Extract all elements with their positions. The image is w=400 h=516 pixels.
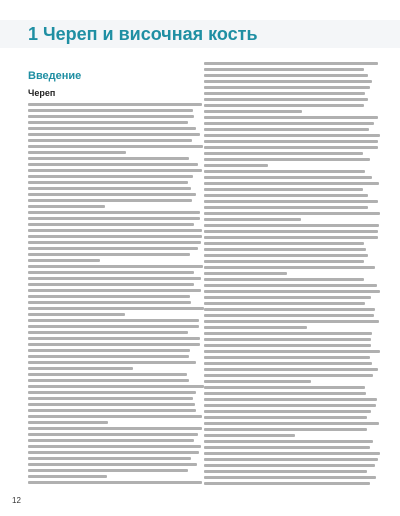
text-line bbox=[204, 440, 373, 443]
text-line bbox=[204, 404, 376, 407]
text-line bbox=[28, 373, 187, 376]
text-line bbox=[28, 445, 201, 448]
text-line bbox=[204, 200, 378, 203]
text-line bbox=[204, 452, 380, 455]
text-line bbox=[204, 284, 377, 287]
text-line bbox=[28, 463, 197, 466]
text-line bbox=[28, 241, 201, 244]
text-line bbox=[28, 439, 194, 442]
page-number: 12 bbox=[12, 496, 21, 505]
text-line bbox=[28, 415, 202, 418]
text-line bbox=[28, 223, 194, 226]
text-line bbox=[204, 146, 378, 149]
text-line bbox=[204, 374, 373, 377]
text-line bbox=[204, 422, 379, 425]
text-line bbox=[204, 482, 370, 485]
text-line bbox=[28, 121, 188, 124]
text-line bbox=[204, 176, 372, 179]
text-line bbox=[28, 403, 195, 406]
text-line bbox=[28, 115, 194, 118]
text-line bbox=[204, 272, 287, 275]
text-line bbox=[28, 235, 202, 238]
text-line bbox=[28, 361, 196, 364]
text-line bbox=[28, 343, 200, 346]
text-line bbox=[204, 338, 371, 341]
text-line bbox=[28, 283, 194, 286]
text-line bbox=[204, 158, 370, 161]
text-line bbox=[204, 458, 378, 461]
text-line bbox=[28, 391, 196, 394]
text-line bbox=[28, 133, 200, 136]
text-line bbox=[204, 194, 368, 197]
text-line bbox=[204, 410, 371, 413]
text-line bbox=[204, 68, 364, 71]
text-line bbox=[204, 320, 379, 323]
text-line bbox=[204, 242, 364, 245]
text-line bbox=[204, 368, 378, 371]
text-line bbox=[204, 386, 365, 389]
text-line bbox=[204, 248, 366, 251]
text-line bbox=[204, 134, 380, 137]
text-line bbox=[204, 218, 301, 221]
text-line bbox=[204, 356, 370, 359]
text-line bbox=[28, 451, 199, 454]
text-line bbox=[204, 476, 376, 479]
text-line bbox=[28, 475, 107, 478]
text-line bbox=[28, 103, 202, 106]
text-line bbox=[204, 140, 378, 143]
text-line bbox=[204, 464, 375, 467]
text-line bbox=[204, 128, 369, 131]
text-line bbox=[28, 163, 198, 166]
text-line bbox=[28, 199, 192, 202]
text-line bbox=[204, 254, 368, 257]
text-line bbox=[28, 109, 193, 112]
text-line bbox=[28, 421, 108, 424]
text-line bbox=[28, 175, 193, 178]
text-line bbox=[28, 145, 203, 148]
text-line bbox=[204, 362, 372, 365]
text-line bbox=[28, 259, 100, 262]
text-line bbox=[204, 434, 295, 437]
text-line bbox=[28, 187, 191, 190]
sub-heading: Череп bbox=[28, 88, 56, 98]
text-line bbox=[204, 92, 365, 95]
text-line bbox=[28, 217, 200, 220]
text-line bbox=[28, 367, 133, 370]
text-line bbox=[28, 253, 190, 256]
text-line bbox=[204, 278, 364, 281]
text-line bbox=[28, 313, 125, 316]
text-line bbox=[204, 314, 374, 317]
text-line bbox=[28, 289, 201, 292]
text-line bbox=[28, 349, 190, 352]
text-line bbox=[204, 266, 375, 269]
text-line bbox=[28, 469, 188, 472]
text-line bbox=[28, 397, 193, 400]
text-line bbox=[204, 152, 363, 155]
text-line bbox=[204, 74, 368, 77]
text-line bbox=[28, 277, 201, 280]
text-line bbox=[204, 398, 377, 401]
text-line bbox=[204, 170, 365, 173]
text-line bbox=[28, 247, 198, 250]
text-line bbox=[28, 193, 196, 196]
text-line bbox=[204, 470, 367, 473]
text-line bbox=[204, 344, 371, 347]
text-line bbox=[204, 164, 268, 167]
text-line bbox=[204, 302, 365, 305]
text-line bbox=[28, 319, 199, 322]
text-line bbox=[204, 98, 368, 101]
right-text-column bbox=[204, 62, 380, 491]
text-line bbox=[28, 169, 202, 172]
text-line bbox=[28, 427, 202, 430]
text-line bbox=[28, 265, 203, 268]
text-line bbox=[28, 409, 196, 412]
text-line bbox=[28, 385, 204, 388]
section-heading: Введение bbox=[28, 70, 82, 82]
text-line bbox=[204, 104, 364, 107]
text-line bbox=[204, 116, 378, 119]
text-line bbox=[28, 271, 194, 274]
text-line bbox=[204, 80, 372, 83]
text-line bbox=[204, 446, 370, 449]
text-line bbox=[204, 308, 375, 311]
text-line bbox=[204, 416, 367, 419]
text-line bbox=[204, 332, 372, 335]
text-line bbox=[204, 350, 380, 353]
text-line bbox=[204, 188, 363, 191]
text-line bbox=[28, 127, 196, 130]
text-line bbox=[204, 392, 366, 395]
text-line bbox=[28, 295, 190, 298]
text-line bbox=[28, 139, 192, 142]
text-line bbox=[204, 326, 307, 329]
text-line bbox=[204, 86, 370, 89]
text-line bbox=[28, 301, 191, 304]
text-line bbox=[204, 224, 379, 227]
text-line bbox=[28, 457, 191, 460]
chapter-title: 1 Череп и височная кость bbox=[28, 24, 258, 44]
text-line bbox=[204, 260, 364, 263]
text-line bbox=[28, 181, 188, 184]
text-line bbox=[204, 236, 378, 239]
text-line bbox=[28, 379, 189, 382]
text-line bbox=[204, 206, 368, 209]
text-line bbox=[204, 212, 380, 215]
text-line bbox=[28, 157, 189, 160]
text-line bbox=[204, 230, 378, 233]
left-text-column bbox=[28, 103, 204, 491]
text-line bbox=[28, 151, 126, 154]
text-line bbox=[28, 307, 204, 310]
text-line bbox=[28, 433, 198, 436]
text-line bbox=[28, 205, 105, 208]
text-line bbox=[204, 428, 367, 431]
text-line bbox=[204, 380, 311, 383]
text-line bbox=[28, 325, 199, 328]
text-line bbox=[204, 290, 380, 293]
text-line bbox=[28, 481, 202, 484]
text-line bbox=[204, 122, 374, 125]
text-line bbox=[28, 211, 200, 214]
text-line bbox=[28, 229, 202, 232]
text-line bbox=[204, 62, 378, 65]
text-line bbox=[204, 296, 371, 299]
text-line bbox=[28, 331, 188, 334]
text-line bbox=[28, 355, 189, 358]
text-line bbox=[204, 182, 379, 185]
text-line bbox=[204, 110, 302, 113]
text-line bbox=[28, 337, 200, 340]
